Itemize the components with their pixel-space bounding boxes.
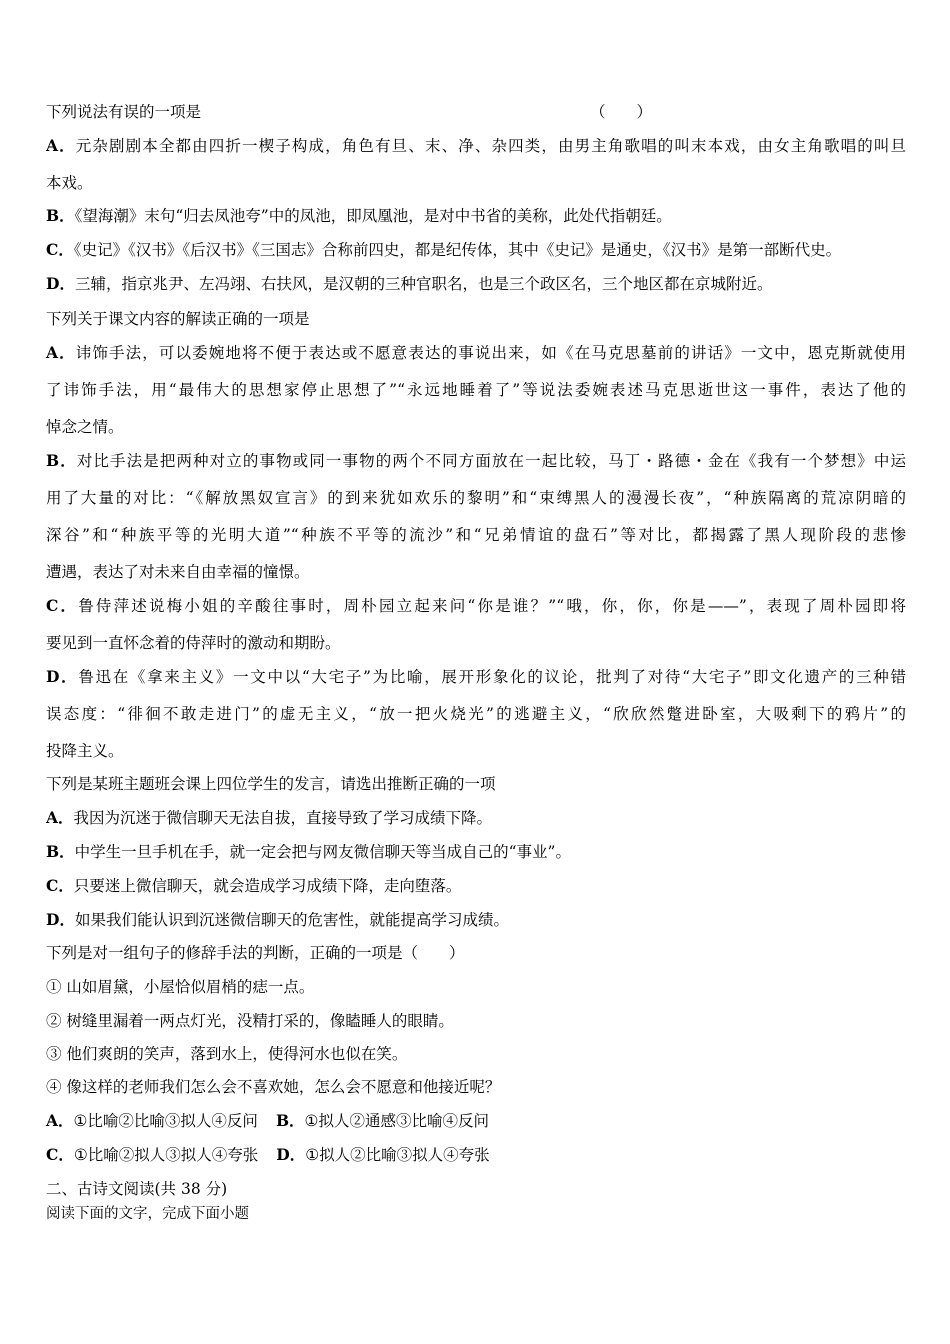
q4-sentence-2: ② 树缝里漏着一两点灯光，没精打采的，像瞌睡人的眼睛。 (46, 1012, 454, 1030)
q3-stem: 下列是某班主题班会课上四位学生的发言，请选出推断正确的一项 (46, 775, 496, 793)
q3-c-text: 只要迷上微信聊天，就会造成学习成绩下降，走向堕落。 (73, 877, 462, 895)
q2-option-a-l3: 悼念之情。 (46, 418, 124, 436)
q1-option-a-cont: 本戏。 (46, 174, 93, 192)
q2-option-d-l3: 投降主义。 (46, 742, 124, 760)
q1-b-label: B． (46, 206, 75, 225)
q1-a-label: A． (46, 136, 76, 155)
q1-answer-paren: （ ） (590, 103, 653, 121)
q1-d-text: 三辅，指京兆尹、左冯翊、右扶风，是汉朝的三种官职名，也是三个政区名，三个地区都在京城附近。 (74, 275, 773, 293)
q2-option-c-l2: 要见到一直怀念着的侍萍时的激动和期盼。 (46, 634, 341, 652)
q1-a-text-l1: 元杂剧剧本全都由四折一楔子构成，角色有旦、末、净、杂四类，由男主角歌唱的叫末本戏，由女主角歌唱的叫旦 (75, 137, 906, 155)
q4-a-label: A． (46, 1111, 74, 1130)
q4-sentence-4: ④ 像这样的老师我们怎么会不喜欢她，怎么会不愿意和他接近呢？ (46, 1078, 501, 1096)
q2-option-a-l2: 了讳饰手法，用“最伟大的思想家停止思想了”“永远地睡着了”等说法委婉表述马克思逝世这一事件，表达了他的 (46, 381, 906, 399)
q2-option-b (46, 451, 906, 471)
q3-b-text: 中学生一旦手机在手，就一定会把与网友微信聊天等当成自己的“事业”。 (74, 843, 571, 861)
q3-option-d (46, 910, 509, 930)
q4-b-label: B． (275, 1111, 305, 1130)
q4-options-cd (46, 1145, 490, 1165)
q2-stem: 下列关于课文内容的解读正确的一项是 (46, 310, 310, 328)
q4-a-text: ①比喻②比喻③拟人④反问 (73, 1112, 258, 1130)
q1-c-text: 《史记》《汉书》《后汉书》《三国志》合称前四史，都是纪传体，其中《史记》是通史，《汉书》是第一部断代史。 (73, 241, 842, 259)
q1-b-text: 《望海潮》末句“归去凤池夸”中的凤池，即凤凰池，是对中书省的美称，此处代指朝廷。 (74, 207, 672, 225)
q2-b-l1: 对比手法是把两种对立的事物或同一事物的两个不同方面放在一起比较，马丁・路德・金在《我有一个梦想》中运 (76, 452, 906, 470)
q2-option-d-l2: 误态度：“徘徊不敢走进门”的虚无主义，“放一把火烧光”的逃避主义，“欣欣然蹩进卧室，大吸剩下的鸦片”的 (46, 705, 906, 723)
q1-option-d (46, 274, 772, 294)
q2-a-l1: 讳饰手法，可以委婉地将不便于表达或不愿意表达的事说出来，如《在马克思墓前的讲话》一文中，恩克斯就使用 (75, 344, 906, 362)
q2-option-c (46, 596, 906, 616)
q2-d-label: D． (46, 667, 79, 686)
q3-d-label: D． (46, 910, 75, 929)
q3-option-c (46, 876, 461, 896)
q4-d-text: ①拟人②比喻③拟人④夸张 (305, 1146, 490, 1164)
q3-a-text: 我因为沉迷于微信聊天无法自拔，直接导致了学习成绩下降。 (73, 809, 493, 827)
q2-b-label: B． (46, 451, 77, 470)
q4-options-ab (46, 1111, 489, 1131)
q4-sentence-1: ① 山如眉黛，小屋恰似眉梢的痣一点。 (46, 978, 315, 996)
section-2-instruction: 阅读下面的文字，完成下面小题 (46, 1206, 249, 1222)
q1-option-c (46, 240, 841, 260)
q4-stem: 下列是对一组句子的修辞手法的判断，正确的一项是（ ） (46, 944, 465, 962)
q4-c-label: C． (46, 1145, 74, 1164)
q1-stem-text: 下列说法有误的一项是 (46, 103, 202, 121)
q2-option-b-l3: 深谷”和“种族平等的光明大道”“种族不平等的流沙”和“兄弟情谊的盘石”等对比，都揭露了黑人现阶段的悲惨 (46, 526, 906, 544)
q3-option-a (46, 808, 492, 828)
q3-a-label: A． (46, 808, 74, 827)
q1-option-a (46, 136, 906, 156)
q3-c-label: C． (46, 876, 74, 895)
q1-c-label: C． (46, 240, 74, 259)
q1-option-b (46, 206, 672, 226)
q4-b-text: ①拟人②通感③比喻④反问 (304, 1112, 489, 1130)
q4-d-label: D． (276, 1145, 306, 1164)
q3-d-text: 如果我们能认识到沉迷微信聊天的危害性，就能提高学习成绩。 (74, 911, 509, 929)
q4-sentence-3: ③ 他们爽朗的笑声，落到水上，使得河水也似在笑。 (46, 1045, 408, 1063)
q3-b-label: B． (46, 842, 75, 861)
q2-option-b-l2: 用了大量的对比：“《解放黑奴宣言》的到来犹如欢乐的黎明”和“束缚黑人的漫漫长夜”，“种族隔离的荒凉阴暗的 (46, 489, 906, 507)
q2-c-label: C． (46, 596, 79, 615)
q2-option-b-l4: 遭遇，表达了对未来自由幸福的憧憬。 (46, 563, 310, 581)
section-2-title: 二、古诗文阅读(共 38 分) (46, 1180, 228, 1198)
q1-d-label: D． (46, 274, 75, 293)
q1-stem (46, 102, 653, 122)
q2-c-l1: 鲁侍萍述说梅小姐的辛酸往事时，周朴园立起来问“你是谁？”“哦，你，你，你是——”，表现了周朴园即将 (78, 597, 906, 615)
q2-a-label: A． (46, 343, 76, 362)
q4-c-text: ①比喻②拟人③拟人④夸张 (73, 1146, 259, 1164)
q2-option-a (46, 343, 906, 363)
q3-option-b (46, 842, 571, 862)
q2-d-l1: 鲁迅在《拿来主义》一文中以“大宅子”为比喻，展开形象化的议论，批判了对待“大宅子”即文化遗产的三种错 (78, 668, 906, 686)
q2-option-d (46, 667, 906, 687)
